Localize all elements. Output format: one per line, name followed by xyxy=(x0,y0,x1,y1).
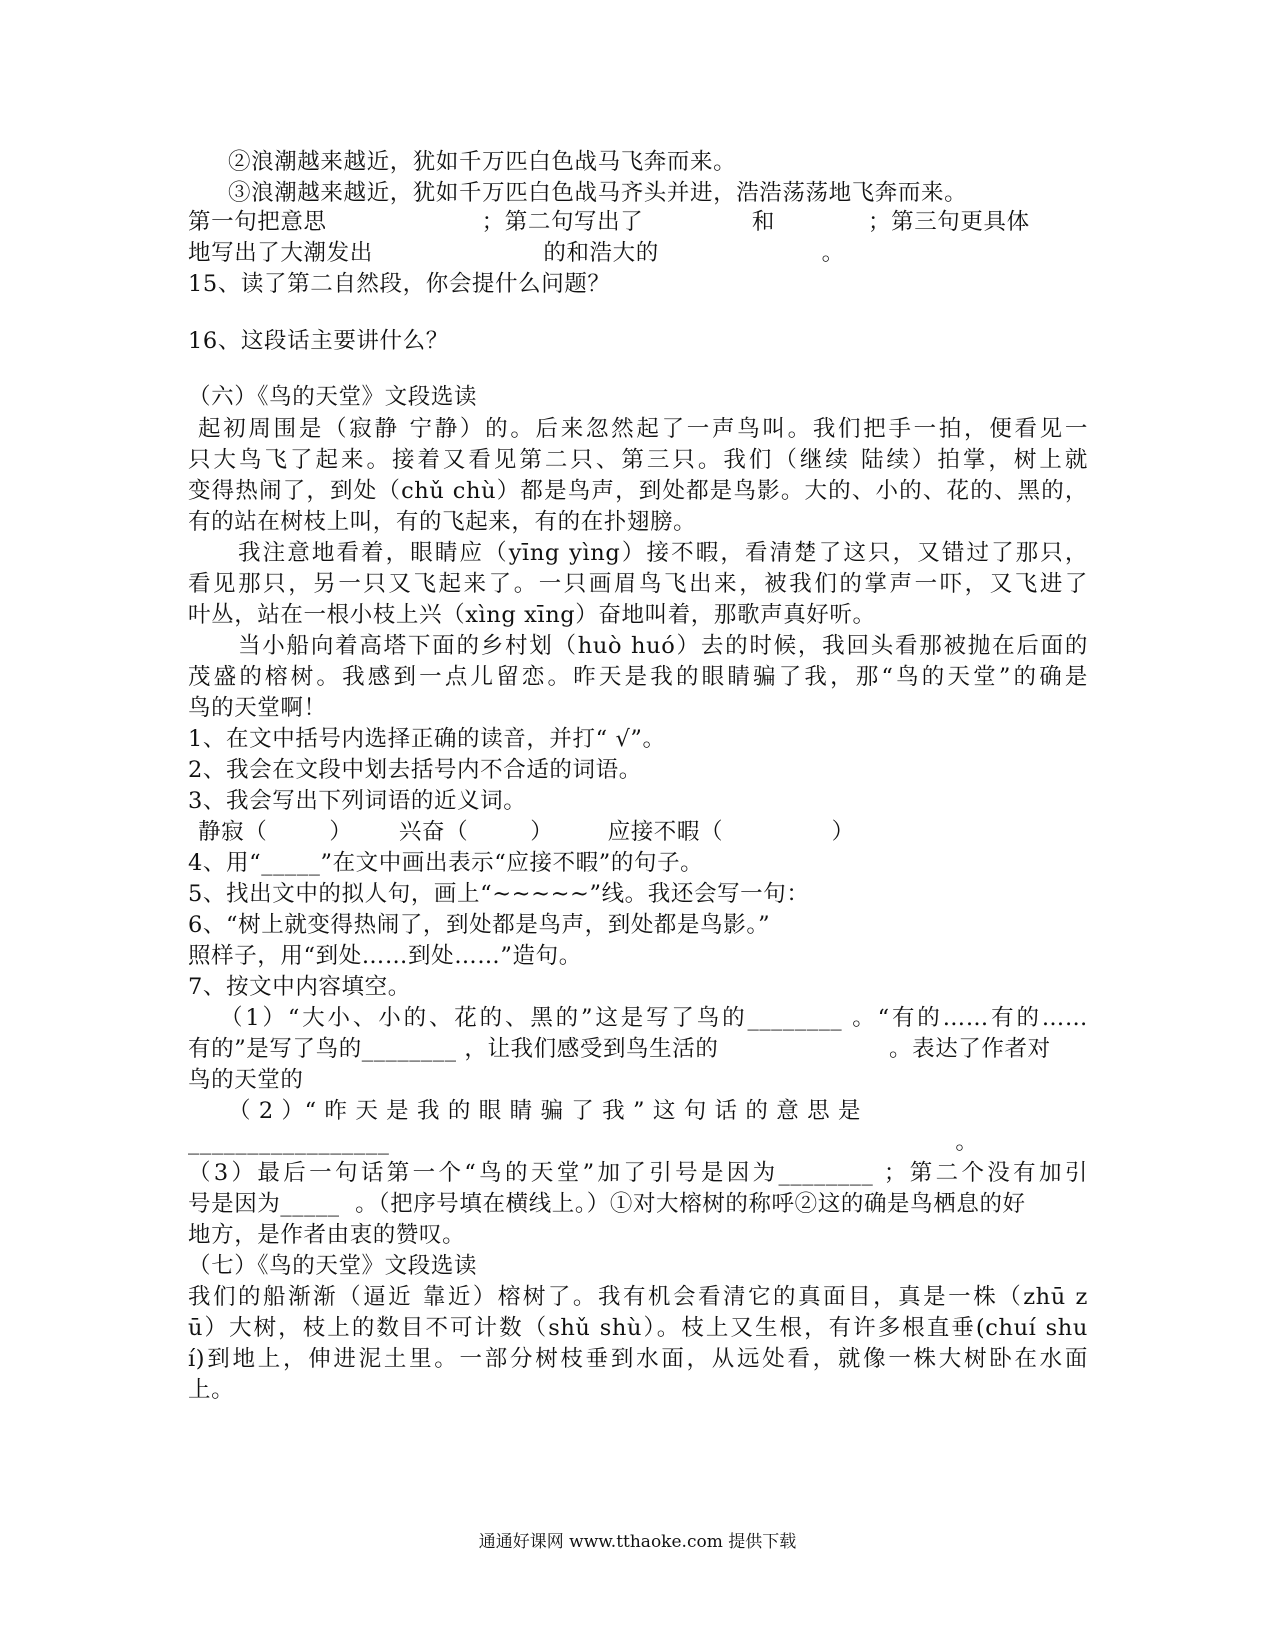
passage-line: 鸟的天堂啊！ xyxy=(188,695,327,721)
text-line: 有的”是写了鸟的________ ，让我们感受到鸟生活的 。表达了作者对 xyxy=(188,1036,1051,1062)
question-6: 6、“树上就变得热闹了，到处都是鸟声，到处都是鸟影。” xyxy=(188,912,771,938)
passage-line: 有的站在树枝上叫，有的飞起来，有的在扑翅膀。 xyxy=(188,509,697,535)
passage-line: 我注意地看着，眼睛应（yīng yìng）接不暇，看清楚了这只，又错过了那只， xyxy=(238,540,1088,566)
text-line: ③浪潮越来越近，犹如千万匹白色战马齐头并进，浩浩荡荡地飞奔而来。 xyxy=(228,180,968,206)
passage-line: ū）大树，枝上的数目不可计数（shǔ shù）。枝上又生根，有许多根直垂(chuí shu xyxy=(188,1315,1088,1341)
passage-line: 上。 xyxy=(188,1377,235,1403)
answer-blank: _________________ 。 xyxy=(188,1129,979,1155)
question-7-2: （ 2 ）“ 昨 天 是 我 的 眼 睛 骗 了 我 ” 这 句 话 的 意 思 是 xyxy=(228,1098,862,1124)
question-4: 4、用“_____”在文中画出表示“应接不暇”的句子。 xyxy=(188,850,704,876)
question-7-3: （3）最后一句话第一个“鸟的天堂”加了引号是因为________ ；第二个没有加引 xyxy=(188,1160,1088,1186)
passage-line: 看见那只，另一只又飞起来了。一只画眉鸟飞出来，被我们的掌声一吓，又飞进了 xyxy=(188,571,1088,597)
passage-line: 叶丛，站在一根小枝上兴（xìng xīng）奋地叫着，那歌声真好听。 xyxy=(188,602,876,628)
question-3: 3、我会写出下列词语的近义词。 xyxy=(188,788,527,814)
question-2: 2、我会在文段中划去括号内不合适的词语。 xyxy=(188,757,642,783)
text-line: ②浪潮越来越近，犹如千万匹白色战马飞奔而来。 xyxy=(228,149,737,175)
question-1: 1、在文中括号内选择正确的读音，并打“ √”。 xyxy=(188,726,666,752)
text-line: 地写出了大潮发出 的和浩大的 。 xyxy=(188,240,845,266)
section-heading-6: （六）《鸟的天堂》文段选读 xyxy=(188,384,478,410)
synonym-blanks: 静寂（ ） 兴奋（ ） 应接不暇（ ） xyxy=(198,819,855,845)
text-line: 照样子，用“到处……到处……”造句。 xyxy=(188,943,582,969)
question-7: 7、按文中内容填空。 xyxy=(188,974,411,1000)
question-16: 16、这段话主要讲什么？ xyxy=(188,328,449,354)
question-15: 15、读了第二自然段，你会提什么问题？ xyxy=(188,271,611,297)
question-7-1: （1）“大小、小的、花的、黑的”这是写了鸟的________ 。“有的……有的…… xyxy=(220,1005,1088,1031)
question-5: 5、找出文中的拟人句，画上“~~~~~”线。我还会写一句： xyxy=(188,881,810,907)
passage-line: 起初周围是（寂静 宁静）的。后来忽然起了一声鸟叫。我们把手一拍，便看见一 xyxy=(198,416,1088,442)
passage-line: 当小船向着高塔下面的乡村划（huò huó）去的时候，我回头看那被抛在后面的 xyxy=(238,633,1088,659)
passage-line: 只大鸟飞了起来。接着又看见第二只、第三只。我们（继续 陆续）拍掌，树上就 xyxy=(188,447,1088,473)
passage-line: 变得热闹了，到处（chǔ chù）都是鸟声，到处都是鸟影。大的、小的、花的、黑的， xyxy=(188,478,1088,504)
passage-line: í)到地上，伸进泥土里。一部分树枝垂到水面，从远处看，就像一株大树卧在水面 xyxy=(188,1346,1088,1372)
section-heading-7: （七）《鸟的天堂》文段选读 xyxy=(188,1253,478,1279)
text-line: 号是因为_____ 。（把序号填在横线上。）①对大榕树的称呼②这的确是鸟栖息的好 xyxy=(188,1191,1026,1217)
passage-line: 茂盛的榕树。我感到一点儿留恋。昨天是我的眼睛骗了我，那“鸟的天堂”的确是 xyxy=(188,664,1088,690)
text-line: 第一句把意思 ；第二句写出了 和 ；第三句更具体 xyxy=(188,209,1030,235)
passage-line: 我们的船渐渐（逼近 靠近）榕树了。我有机会看清它的真面目，真是一株（zhū z xyxy=(188,1284,1088,1310)
text-line: 地方，是作者由衷的赞叹。 xyxy=(188,1222,466,1248)
text-line: 鸟的天堂的 xyxy=(188,1067,304,1093)
page-footer: 通通好课网 www.tthaoke.com 提供下载 xyxy=(478,1532,797,1552)
